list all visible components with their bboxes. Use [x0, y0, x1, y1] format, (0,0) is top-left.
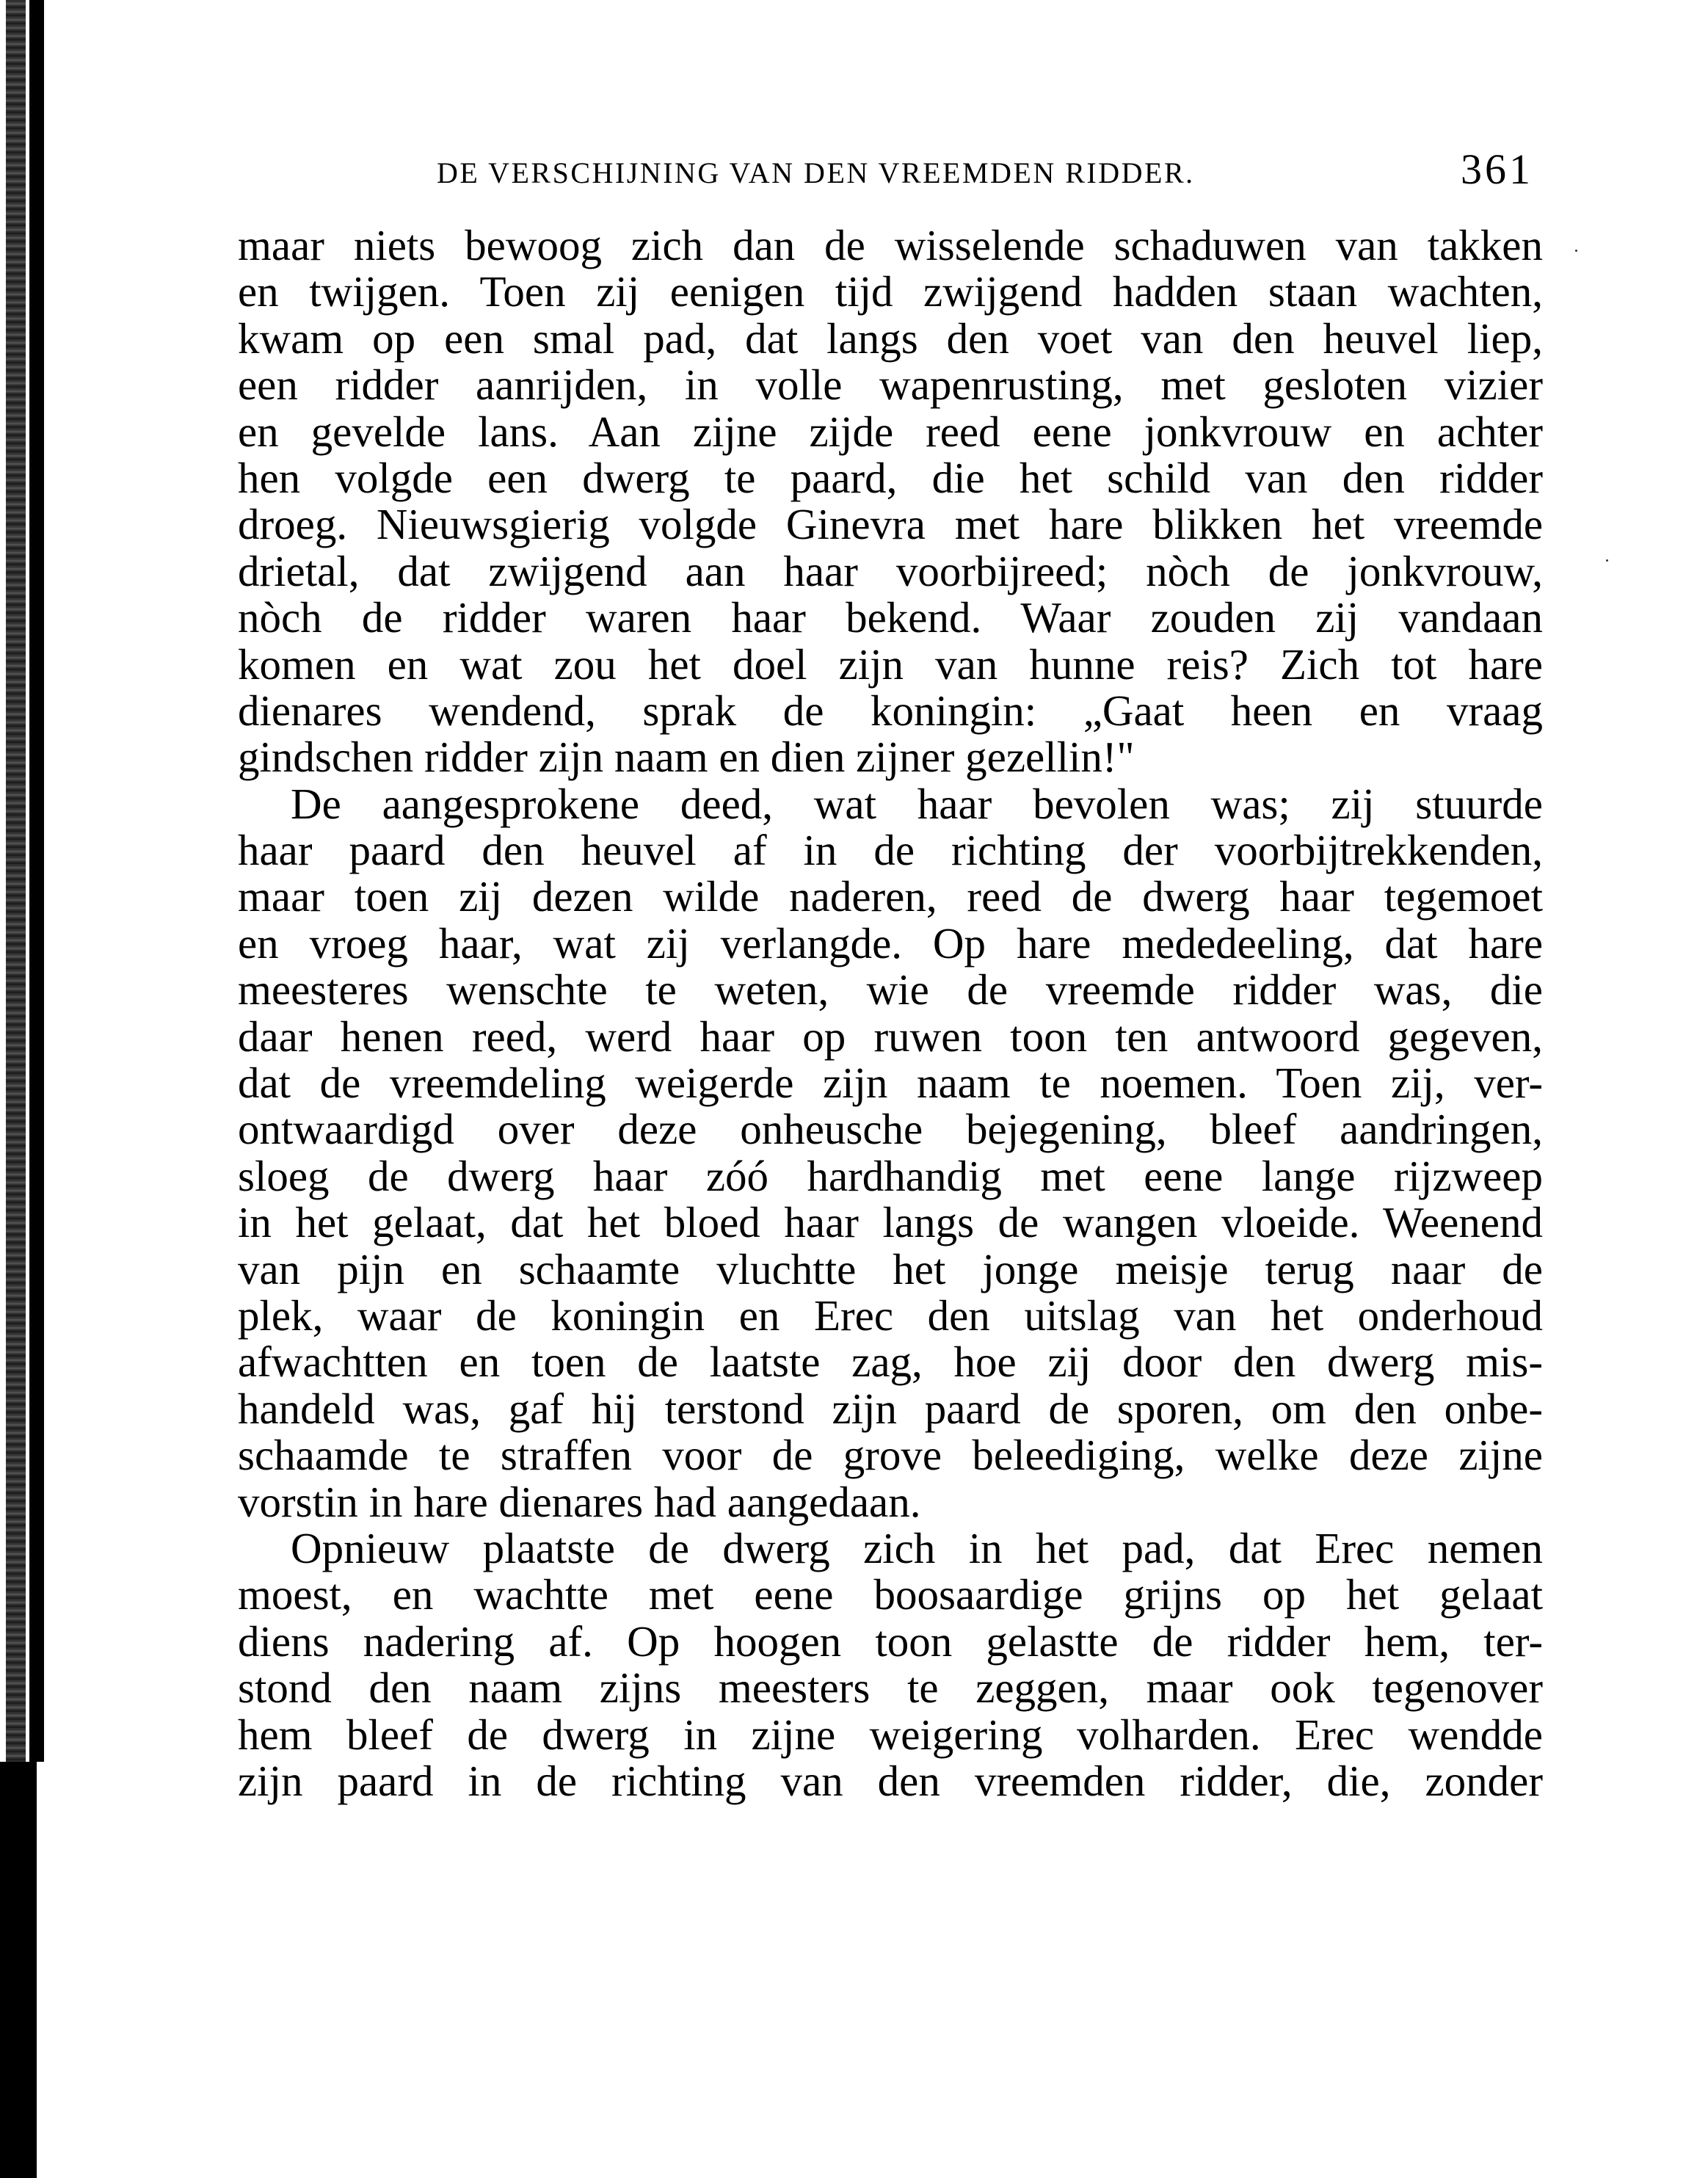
scan-speck	[1606, 559, 1608, 562]
text-line: drietal, dat zwijgend aan haar voorbijreed; nòch de jonkvrouw,	[238, 546, 1543, 595]
text-line: droeg. Nieuwsgierig volgde Ginevra met hare blikken het vreemde	[238, 500, 1543, 549]
text-line: een ridder aanrijden, in volle wapenrusting, met gesloten vizier	[238, 360, 1543, 410]
text-line: nòch de ridder waren haar bekend. Waar zouden zij vandaan	[238, 593, 1543, 642]
text-line: sloeg de dwerg haar zóó hardhandig met eene lange rijzweep	[238, 1151, 1543, 1200]
text-line: dat de vreemdeling weigerde zijn naam te noemen. Toen zij, ver-	[238, 1059, 1543, 1108]
page-number: 361	[1461, 145, 1533, 193]
scan-speck	[1575, 250, 1577, 252]
text-line: zijn paard in de richting van den vreemden ridder, die, zonder	[238, 1756, 1543, 1805]
text-line: haar paard den heuvel af in de richting der voorbijtrekkenden,	[238, 826, 1543, 875]
text-line: komen en wat zou het doel zijn van hunne reis? Zich tot hare	[238, 639, 1543, 689]
text-line: Opnieuw plaatste de dwerg zich in het pad, dat Erec nemen	[291, 1523, 1543, 1572]
running-head-title: DE VERSCHIJNING VAN DEN VREEMDEN RIDDER.	[437, 156, 1195, 189]
text-line: vorstin in hare dienares had aangedaan.	[238, 1477, 921, 1526]
text-line: daar henen reed, werd haar op ruwen toon ten antwoord gegeven,	[238, 1012, 1543, 1061]
text-line: maar niets bewoog zich dan de wisselende schaduwen van takken	[238, 221, 1543, 269]
text-line: afwachtten en toen de laatste zag, hoe zij door den dwerg mis-	[238, 1337, 1543, 1387]
text-line: ontwaardigd over deze onheusche bejegening, bleef aandringen,	[238, 1105, 1543, 1154]
body-text	[238, 222, 1543, 1804]
text-line: van pijn en schaamte vluchtte het jonge meisje terug naar de	[238, 1244, 1543, 1293]
text-line: diens nadering af. Op hoogen toon gelastte de ridder hem, ter-	[238, 1616, 1543, 1666]
text-line: in het gelaat, dat het bloed haar langs de wangen vloeide. Weenend	[238, 1198, 1543, 1247]
text-line: maar toen zij dezen wilde naderen, reed de dwerg haar tegemoet	[238, 872, 1543, 921]
text-line: De aangesprokene deed, wat haar bevolen was; zij stuurde	[291, 779, 1543, 828]
paragraph	[238, 1525, 1543, 1804]
scan-binding-edge	[29, 0, 44, 1762]
text-line: en twijgen. Toen zij eenigen tijd zwijgend hadden staan wachten,	[238, 267, 1543, 316]
scan-binding-edge-bottom	[0, 1762, 37, 2178]
text-line: schaamde te straffen voor de grove beleediging, welke deze zijne	[238, 1431, 1543, 1480]
paragraph	[238, 222, 1543, 781]
paragraph	[238, 781, 1543, 1525]
text-line: hen volgde een dwerg te paard, die het schild van den ridder	[238, 453, 1543, 502]
text-line: gindschen ridder zijn naam en dien zijner gezellin!"	[238, 733, 1135, 782]
scan-binding-shadow	[6, 0, 26, 1762]
text-line: kwam op een smal pad, dat langs den voet van den heuvel liep,	[238, 313, 1543, 363]
text-line: moest, en wachtte met eene boosaardige grijns op het gelaat	[238, 1570, 1543, 1619]
text-line: stond den naam zijns meesters te zeggen, maar ook tegenover	[238, 1663, 1543, 1713]
text-line: handeld was, gaf hij terstond zijn paard de sporen, om den onbe-	[238, 1384, 1543, 1433]
text-line: meesteres wenschte te weten, wie de vreemde ridder was, die	[238, 965, 1543, 1014]
text-line: hem bleef de dwerg in zijne weigering volharden. Erec wendde	[238, 1710, 1543, 1759]
text-line: en vroeg haar, wat zij verlangde. Op hare mededeeling, dat hare	[238, 918, 1543, 968]
text-line: en gevelde lans. Aan zijne zijde reed eene jonkvrouw en achter	[238, 407, 1543, 456]
text-line: dienares wendend, sprak de koningin: „Gaat heen en vraag	[238, 686, 1543, 735]
text-line: plek, waar de koningin en Erec den uitslag van het onderhoud	[238, 1291, 1543, 1340]
